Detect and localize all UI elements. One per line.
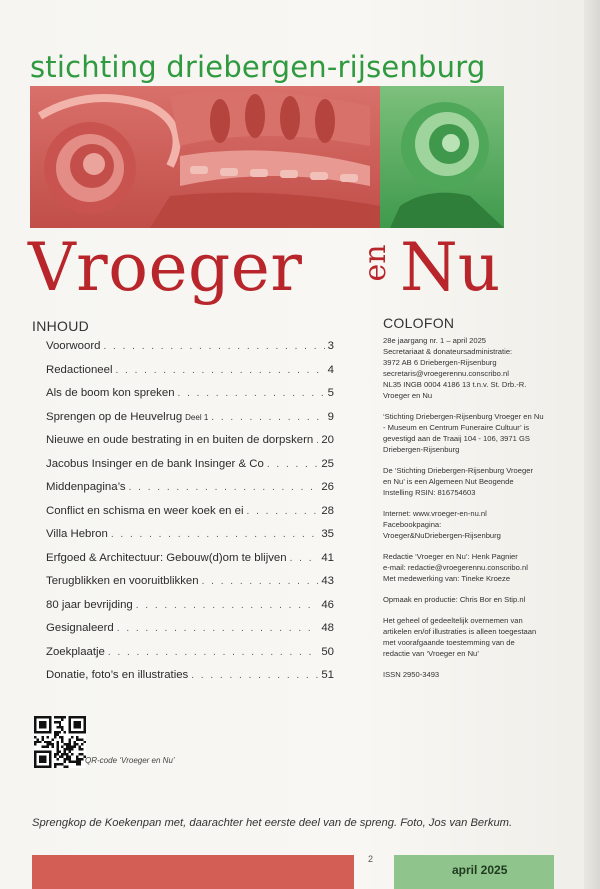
- colophon-line: Secretariaat & donateursadministratie:: [383, 347, 513, 356]
- toc-leader-dots: [191, 670, 318, 681]
- toc-entry-title: Nieuwe en oude bestrating in en buiten de dorpskern: [46, 434, 314, 446]
- toc-leader-dots: [117, 623, 319, 634]
- toc-entry[interactable]: [32, 481, 334, 505]
- toc-entry-page: 48: [321, 622, 334, 634]
- colophon-line: secretaris@vroegerennu.conscribo.nl: [383, 369, 509, 378]
- page-edge-shadow: [584, 0, 600, 889]
- masthead-logo: [28, 228, 508, 308]
- toc-entry[interactable]: [32, 622, 334, 646]
- masthead-word-vroeger: Vroeger: [28, 229, 303, 306]
- toc-entry-title: 80 jaar bevrijding: [46, 598, 133, 611]
- header-banner-photo: [30, 86, 504, 228]
- toc-list: [32, 340, 334, 693]
- toc-leader-dots: [211, 412, 324, 423]
- toc-entry[interactable]: [32, 599, 334, 623]
- toc-entry-note: Deel 1: [185, 412, 209, 422]
- toc-leader-dots: [108, 647, 318, 658]
- colophon-block-editors: [383, 551, 583, 584]
- toc-entry-title: Erfgoed & Architectuur: Gebouw(d)om te blijven: [46, 551, 287, 564]
- toc-entry[interactable]: [32, 411, 334, 435]
- toc-entry-title: Sprengen op de Heuvelrug: [46, 410, 183, 423]
- qr-caption: QR-code ‘Vroeger en Nu’: [85, 756, 175, 765]
- colophon-line: redactie van ‘Vroeger en Nu’: [383, 649, 479, 658]
- toc-entry-page: 50: [321, 645, 334, 658]
- colophon-block-anbi: [383, 465, 583, 498]
- colophon-line: artikelen en/of illustraties is alleen toegestaan: [383, 627, 537, 636]
- toc-entry[interactable]: [32, 528, 334, 552]
- colophon-line: - Museum en Centrum Funeraire Cultuur’ is: [383, 423, 530, 432]
- colophon-line: ISSN 2950-3493: [383, 670, 440, 679]
- toc-entry-page: 9: [327, 410, 334, 423]
- colophon-line: Met medewerking van: Tineke Kroeze: [383, 574, 511, 583]
- toc-entry-title: Voorwoord: [46, 340, 101, 352]
- colophon-line: e-mail: redactie@vroegerennu.conscribo.nl: [383, 563, 528, 572]
- colophon-line: gevestigd aan de Traaij 104 - 106, 3971 GS: [383, 434, 530, 443]
- toc-entry-title: Jacobus Insinger en de bank Insinger & Co: [46, 457, 264, 470]
- colophon-line: Driebergen-Rijsenburg: [383, 445, 460, 454]
- toc-leader-dots: [290, 553, 319, 564]
- footer-red-bar: [32, 855, 354, 889]
- colophon-block-issn: [383, 669, 583, 680]
- organization-title: stichting driebergen-rijsenburg: [30, 50, 486, 84]
- toc-leader-dots: [316, 435, 318, 446]
- colophon-line: Instelling RSIN: 816754603: [383, 488, 476, 497]
- colophon-line: Het geheel of gedeeltelijk overnemen van: [383, 616, 523, 625]
- colophon-line: ‘Stichting Driebergen-Rijsenburg Vroeger en Nu: [383, 412, 544, 421]
- toc-entry-page: 46: [321, 598, 334, 611]
- colophon-line: 3972 AB 6 Driebergen-Rijsenburg: [383, 358, 497, 367]
- colophon-line: 28e jaargang nr. 1 – april 2025: [383, 336, 487, 345]
- toc-entry[interactable]: [32, 552, 334, 576]
- masthead-word-en: en: [358, 244, 393, 282]
- colophon-block-publication: [383, 335, 583, 401]
- colophon-line: Vroeger&NuDriebergen-Rijsenburg: [383, 531, 501, 540]
- colophon-line: Vroeger en Nu: [383, 391, 433, 400]
- toc-leader-dots: [111, 529, 318, 540]
- toc-entry-page: 5: [327, 387, 334, 399]
- toc-leader-dots: [267, 459, 319, 470]
- toc-entry-page: 28: [321, 504, 334, 517]
- colophon-line: Facebookpagina:: [383, 520, 442, 529]
- colophon-line: met voorafgaande toestemming van de: [383, 638, 515, 647]
- toc-leader-dots: [202, 576, 319, 587]
- colophon-line: Opmaak en productie: Chris Bor en Stip.nl: [383, 595, 526, 604]
- toc-entry-page: 4: [327, 363, 334, 376]
- toc-entry-title: Terugblikken en vooruitblikken: [46, 575, 199, 587]
- toc-entry[interactable]: [32, 575, 334, 599]
- toc-entry[interactable]: [32, 646, 334, 670]
- toc-leader-dots: [178, 388, 325, 399]
- toc-entry-title: Donatie, foto’s en illustraties: [46, 669, 189, 681]
- colophon-block-location: [383, 411, 583, 455]
- colophon-block-internet: [383, 508, 583, 541]
- toc-entry-title: Redactioneel: [46, 363, 113, 376]
- toc-entry-title: Middenpagina’s: [46, 481, 126, 493]
- qr-code-graphic: [34, 716, 86, 768]
- toc-entry-title: Villa Hebron: [46, 528, 108, 540]
- toc-entry-page: 51: [321, 669, 334, 681]
- sculpture-ornament-image: [30, 86, 504, 228]
- table-of-contents: [32, 318, 334, 693]
- toc-leader-dots: [129, 482, 319, 493]
- qr-code[interactable]: [34, 716, 86, 768]
- colophon-line: De ‘Stichting Driebergen-Rijsenburg Vroeger: [383, 466, 533, 475]
- toc-entry-page: 20: [321, 434, 334, 446]
- toc-entry[interactable]: [32, 458, 334, 482]
- toc-entry[interactable]: [32, 505, 334, 529]
- toc-entry[interactable]: [32, 434, 334, 458]
- toc-entry[interactable]: [32, 364, 334, 388]
- toc-entry-title: Zoekplaatje: [46, 645, 105, 658]
- colophon-line: Internet: www.vroeger-en-nu.nl: [383, 509, 487, 518]
- toc-entry-page: 35: [321, 528, 334, 540]
- toc-entry-title: Conflict en schisma en weer koek en ei: [46, 504, 244, 517]
- photo-caption: Sprengkop de Koekenpan met, daarachter het eerste deel van de spreng. Foto, Jos van Berkum.: [32, 817, 513, 829]
- toc-entry[interactable]: [32, 387, 334, 411]
- toc-entry[interactable]: [32, 340, 334, 364]
- toc-entry-page: 26: [321, 481, 334, 493]
- colophon-line: en Nu’ is een Algemeen Nut Beogende: [383, 477, 514, 486]
- colophon-line: NL35 INGB 0004 4186 13 t.n.v. St. Drb.-R.: [383, 380, 527, 389]
- toc-entry-page: 41: [321, 551, 334, 564]
- toc-entry-title: Als de boom kon spreken: [46, 387, 175, 399]
- toc-entry-title: Gesignaleerd: [46, 622, 114, 634]
- toc-leader-dots: [103, 341, 324, 352]
- colophon: [383, 315, 583, 690]
- toc-heading: INHOUD: [32, 318, 90, 334]
- colophon-block-copyright: [383, 615, 583, 659]
- page-number: 2: [368, 854, 374, 864]
- issue-date: april 2025: [452, 863, 508, 877]
- toc-entry-page: 43: [321, 575, 334, 587]
- colophon-line: Redactie ‘Vroeger en Nu’: Henk Pagnier: [383, 552, 518, 561]
- masthead-word-nu: Nu: [400, 229, 501, 306]
- toc-leader-dots: [136, 600, 319, 611]
- colophon-heading: COLOFON: [383, 315, 455, 331]
- colophon-block-production: [383, 594, 583, 605]
- toc-leader-dots: [116, 365, 325, 376]
- toc-entry-page: 3: [327, 340, 334, 352]
- toc-leader-dots: [247, 506, 319, 517]
- toc-entry[interactable]: [32, 669, 334, 693]
- toc-entry-page: 25: [321, 457, 334, 470]
